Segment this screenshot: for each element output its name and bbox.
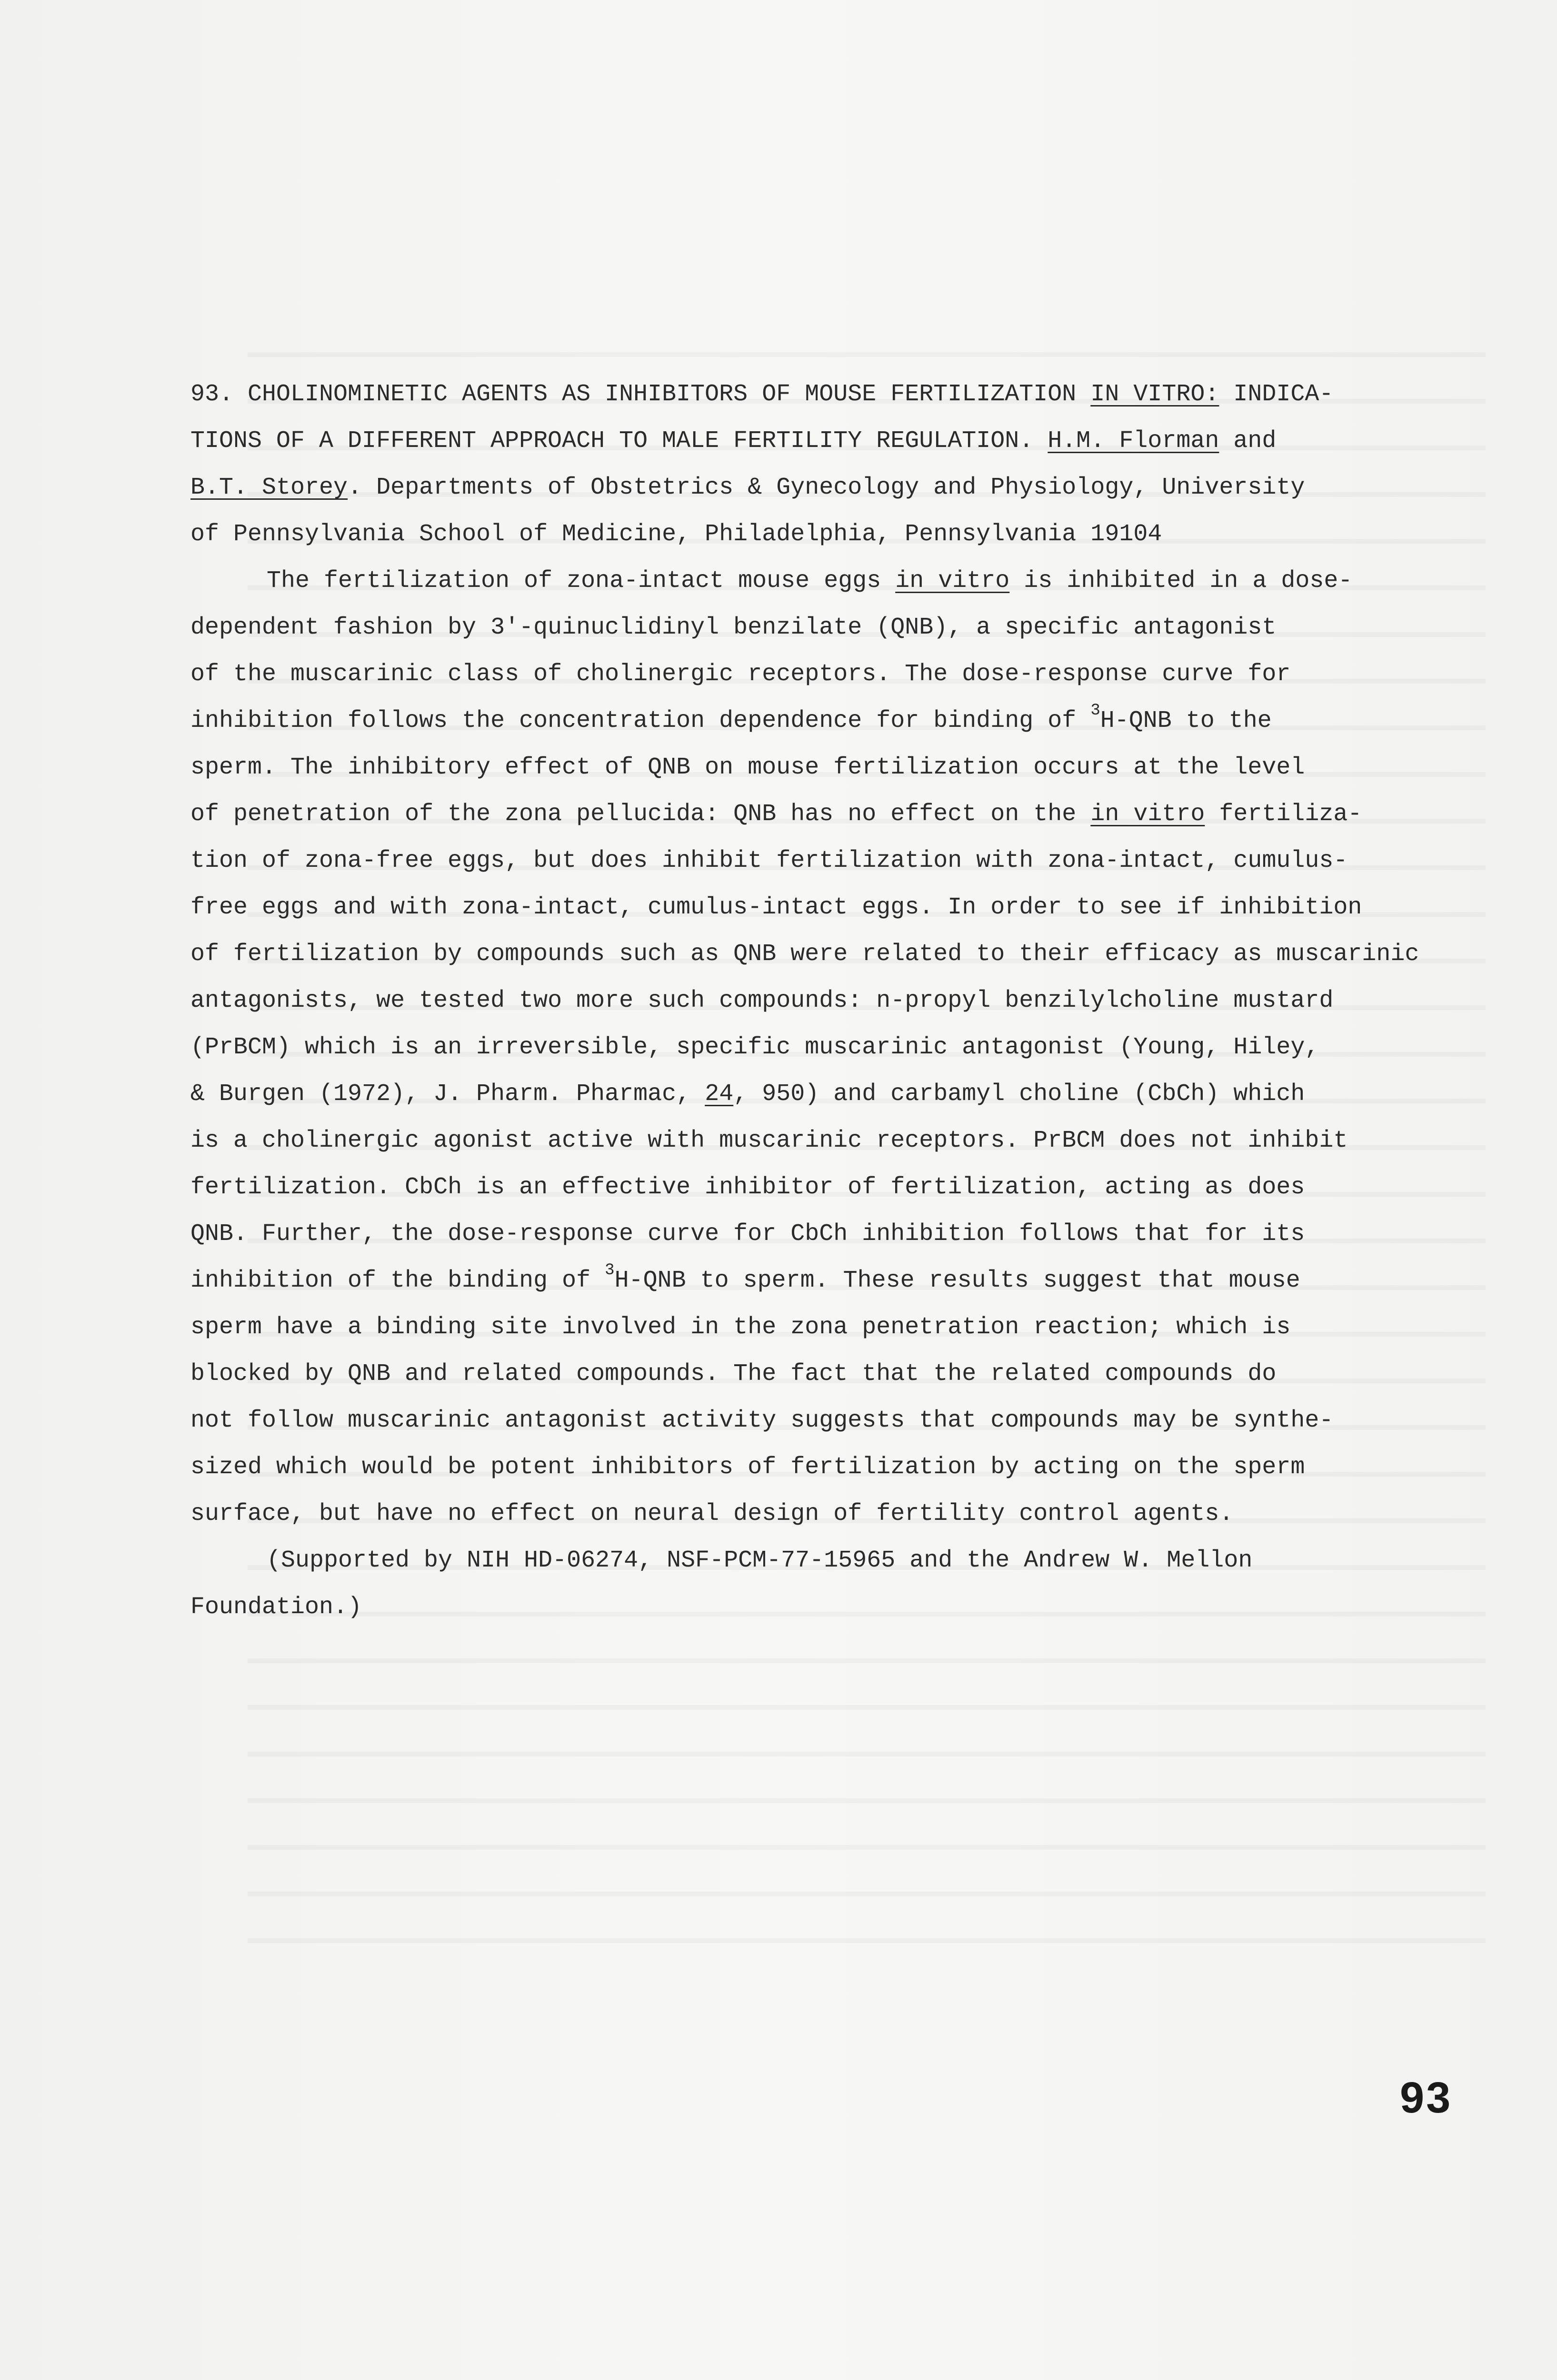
abstract-line: of the muscarinic class of cholinergic receptors. The dose-response curve for bbox=[190, 661, 1291, 688]
abstract-body bbox=[190, 371, 1524, 1631]
page-number: 93 bbox=[1400, 2073, 1453, 2122]
abstract-line: not follow muscarinic antagonist activity suggests that compounds may be synthe- bbox=[190, 1407, 1334, 1434]
abstract-line: tion of zona-free eggs, but does inhibit fertilization with zona-intact, cumulus- bbox=[190, 847, 1348, 874]
funding-line: (Supported by NIH HD-06274, NSF-PCM-77-15965 and the Andrew W. Mellon bbox=[267, 1547, 1253, 1574]
abstract-line: sperm have a binding site involved in the zona penetration reaction; which is bbox=[190, 1314, 1291, 1341]
abstract-line: of penetration of the zona pellucida: QNB has no effect on the in vitro fertiliza- bbox=[190, 801, 1362, 828]
abstract-line: sized which would be potent inhibitors of fertilization by acting on the sperm bbox=[190, 1454, 1305, 1481]
abstract-line: TIONS OF A DIFFERENT APPROACH TO MALE FERTILITY REGULATION. H.M. Florman and bbox=[190, 427, 1277, 455]
abstract-line: The fertilization of zona-intact mouse eggs in vitro is inhibited in a dose- bbox=[267, 567, 1353, 595]
abstract-line: antagonists, we tested two more such compounds: n-propyl benzilylcholine mustard bbox=[190, 987, 1334, 1014]
abstract-line: surface, but have no effect on neural design of fertility control agents. bbox=[190, 1500, 1234, 1527]
abstract-line: inhibition follows the concentration dependence for binding of $^3$H-QNB to the bbox=[190, 702, 1272, 734]
abstract-line: of fertilization by compounds such as QNB were related to their efficacy as muscarinic bbox=[190, 941, 1419, 968]
abstract-line: & Burgen (1972), J. Pharm. Pharmac, 24, 950) and carbamyl choline (CbCh) which bbox=[190, 1081, 1305, 1108]
abstract-line: dependent fashion by 3'-quinuclidinyl benzilate (QNB), a specific antagonist bbox=[190, 614, 1277, 641]
abstract-line: B.T. Storey. Departments of Obstetrics & Gynecology and Physiology, University bbox=[190, 474, 1305, 501]
abstract-line: blocked by QNB and related compounds. The fact that the related compounds do bbox=[190, 1360, 1277, 1388]
funding-line: Foundation.) bbox=[190, 1594, 362, 1621]
abstract-line: (PrBCM) which is an irreversible, specific muscarinic antagonist (Young, Hiley, bbox=[190, 1034, 1319, 1061]
abstract-line: 93. CHOLINOMINETIC AGENTS AS INHIBITORS OF MOUSE FERTILIZATION IN VITRO: INDICA- bbox=[190, 381, 1334, 408]
abstract-line: sperm. The inhibitory effect of QNB on mouse fertilization occurs at the level bbox=[190, 754, 1305, 781]
abstract-line: fertilization. CbCh is an effective inhibitor of fertilization, acting as does bbox=[190, 1174, 1305, 1201]
abstract-line: free eggs and with zona-intact, cumulus-intact eggs. In order to see if inhibition bbox=[190, 894, 1362, 921]
abstract-line: inhibition of the binding of $^3$H-QNB to sperm. These results suggest that mouse bbox=[190, 1261, 1300, 1294]
abstract-line: is a cholinergic agonist active with muscarinic receptors. PrBCM does not inhibit bbox=[190, 1127, 1348, 1154]
abstract-line: of Pennsylvania School of Medicine, Philadelphia, Pennsylvania 19104 bbox=[190, 521, 1162, 548]
abstract-line: QNB. Further, the dose-response curve for CbCh inhibition follows that for its bbox=[190, 1220, 1305, 1248]
